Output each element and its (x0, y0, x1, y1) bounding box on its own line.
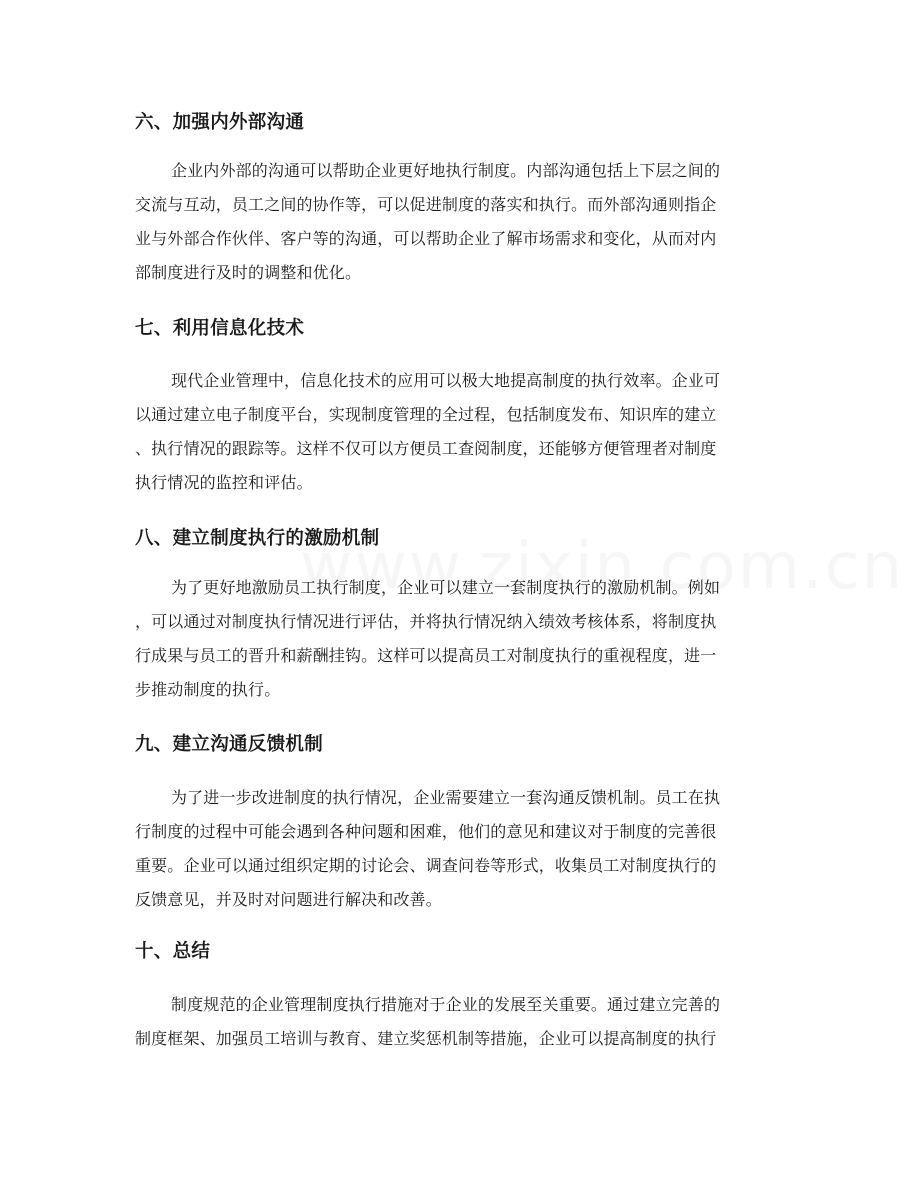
paragraph-line: 为了更好地激励员工执行制度，企业可以建立一套制度执行的激励机制。例如 (171, 578, 721, 597)
section-paragraph (135, 988, 787, 1056)
section-paragraph (135, 364, 787, 500)
section-paragraph (135, 571, 787, 707)
section-heading: 八、建立制度执行的激励机制 (135, 528, 380, 549)
paragraph-line: 以通过建立电子制度平台，实现制度管理的全过程，包括制度发布、知识库的建立 (135, 405, 717, 424)
paragraph-line: 行成果与员工的晋升和薪酬挂钩。这样可以提高员工对制度执行的重视程度，进一 (135, 646, 717, 665)
paragraph-line: 部制度进行及时的调整和优化。 (135, 263, 362, 282)
section-heading: 七、利用信息化技术 (135, 318, 305, 339)
paragraph-line: 为了进一步改进制度的执行情况，企业需要建立一套沟通反馈机制。员工在执 (171, 788, 721, 807)
section-heading: 九、建立沟通反馈机制 (135, 734, 324, 755)
section-heading: 六、加强内外部沟通 (135, 112, 305, 133)
paragraph-line: 制度规范的企业管理制度执行措施对于企业的发展至关重要。通过建立完善的 (171, 995, 721, 1014)
paragraph-line: ，可以通过对制度执行情况进行评估，并将执行情况纳入绩效考核体系，将制度执 (135, 612, 717, 631)
paragraph-line: 业与外部合作伙伴、客户等的沟通，可以帮助企业了解市场需求和变化，从而对内 (135, 229, 717, 248)
paragraph-line: 执行情况的监控和评估。 (135, 473, 313, 492)
paragraph-line: 重要。企业可以通过组织定期的讨论会、调查问卷等形式，收集员工对制度执行的 (135, 856, 717, 875)
paragraph-line: 现代企业管理中，信息化技术的应用可以极大地提高制度的执行效率。企业可 (171, 371, 721, 390)
section-heading: 十、总结 (135, 941, 211, 962)
section-paragraph (135, 154, 787, 290)
paragraph-line: 、执行情况的跟踪等。这样不仅可以方便员工查阅制度，还能够方便管理者对制度 (135, 439, 717, 458)
paragraph-line: 制度框架、加强员工培训与教育、建立奖惩机制等措施，企业可以提高制度的执行 (135, 1029, 717, 1048)
paragraph-line: 企业内外部的沟通可以帮助企业更好地执行制度。内部沟通包括上下层之间的 (171, 161, 721, 180)
paragraph-line: 步推动制度的执行。 (135, 680, 281, 699)
paragraph-line: 反馈意见，并及时对问题进行解决和改善。 (135, 890, 442, 909)
paragraph-line: 行制度的过程中可能会遇到各种问题和困难，他们的意见和建议对于制度的完善很 (135, 822, 717, 841)
section-paragraph (135, 781, 787, 917)
paragraph-line: 交流与互动，员工之间的协作等，可以促进制度的落实和执行。而外部沟通则指企 (135, 195, 717, 214)
